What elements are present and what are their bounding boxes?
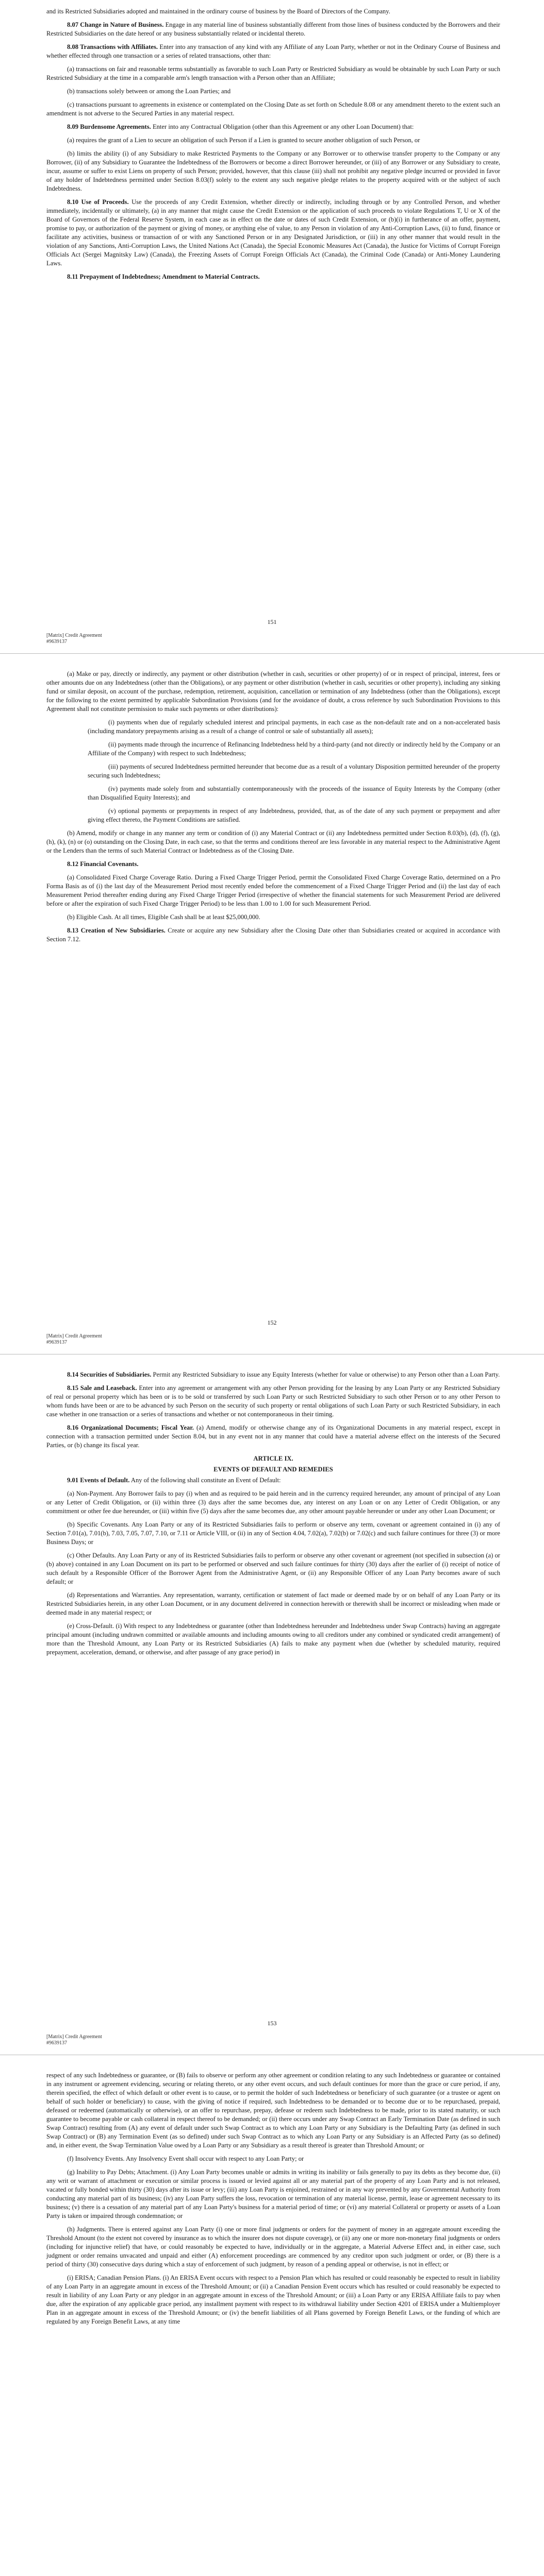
section-8-16 (46, 1423, 500, 1450)
section-heading: 8.09 Burdensome Agreements. (67, 123, 151, 130)
section-8-08 (46, 43, 500, 60)
clause-d: (d) Representations and Warranties. Any representation, warranty, certification or statement of fact made or deemed made by or on behalf of any Loan Party or its Restricted Subsidiaries herein, in any other Loan Document, or in any document delivered in connection herewith or therewith shall be incorrect or misleading when made or deemed made in any material respect; or (46, 1591, 500, 1616)
clause-a: (a) Make or pay, directly or indirectly, any payment or other distribution (whether in cash, securities or other property) of or in respect of principal, interest, fees or other amounts due on any Indebtedness (other than the Obligations), or any payment or other distribution (whether in cash, securities or other property), including any sinking fund or similar deposit, on account of the purchase, redemption, retirement, acquisition, cancellation or termination of any Indebtedness (other than the Obligations), except for the following to the extent permitted by applicable Subordination Provisions (and for the avoidance of doubt, a cross reference by such Subordination Provisions to this Agreement shall not constitute permission to make such payments or other distributions): (46, 670, 500, 713)
section-heading: 8.16 Organizational Documents; Fiscal Year. (67, 1424, 194, 1431)
footer-title: [Matrix] Credit Agreement (46, 633, 102, 638)
section-heading: 8.10 Use of Proceeds. (67, 198, 129, 206)
page-footer (46, 2034, 102, 2046)
section-8-14 (46, 1370, 500, 1379)
page-2 (46, 670, 500, 948)
footer-doc-id: #9639137 (46, 639, 67, 645)
clause-b: (b) Specific Covenants. Any Loan Party or any of its Restricted Subsidiaries fails to perform or observe any term, covenant or agreement contained in (i) any of Section 7.01(a), 7.01(b), 7.03, 7.05, 7.07, 7.10, or 7.11 or Article VIII, or (ii) in any of Section 4.04, 7.02(a), 7.02(b) or 7.02(c) and such failure continues for three (3) or more Business Days; or (46, 1521, 500, 1546)
section-text: Use the proceeds of any Credit Extension, whether directly or indirectly, including through or by any Controlled Person, and whether immediately, incidentally or ultimately, (a) in any manner that might cause the Credit Extension or the application of such proceeds to violate Regulations T, U or X of the Board of Governors of the Federal Reserve System, in each case as in effect on the date or dates of such Credit Extension, or (b)(i) in furtherance of an offer, payment, promise to pay, or authorization of the payment or giving of money, or anything else of value, to any Person in violation of any Anti-Corruption Laws, (ii) to fund, finance or facilitate any activities, business or transaction of or with any Sanctioned Person or in any Designated Jurisdiction, or (iii) in any other manner that would result in the violation of any Sanctions, Anti-Corruption Laws, the United Nations Act (Canada), the Special Economic Measures Act (Canada), the Justice for Victims of Corrupt Foreign Officials Act (Sergei Magnitsky Law) (Canada), the Freezing Assets of Corrupt Foreign Officials Act (Canada), the Criminal Code (Canada) or Anti-Money Laundering Laws. (46, 198, 500, 267)
clause-i: (i) payments when due of regularly scheduled interest and principal payments, in each case as the non-default rate and on a non-accelerated basis (including mandatory prepayments arising as a result of a change of control or sale of substantially all assets); (88, 719, 500, 735)
clause-a: (a) Non-Payment. Any Borrower fails to pay (i) when and as required to be paid herein and in the currency required hereunder, any amount of principal of any Loan or any Letter of Credit Obligation, or (ii) within three (3) days after the same becomes due, any interest on any Loan or on any Letter of Credit Obligation, or any commitment or other fee due hereunder, or (iii) within five (5) days after the same becomes due, any other amount payable hereunder or under any other Loan Document; or (46, 1490, 500, 1515)
clause-e: (e) Cross-Default. (i) With respect to any Indebtedness or guarantee (other than Indebtedness hereunder and Indebtedness under Swap Contracts) having an aggregate principal amount (including undrawn committed or available amounts and including amounts owing to all creditors under any combined or syndicated credit arrangement) of more than the Threshold Amount, any Loan Party or its Restricted Subsidiaries (A) fails to make any payment when due (whether by scheduled maturity, required prepayment, acceleration, demand, or otherwise, and after passage of any grace period) in (46, 1622, 500, 1656)
section-heading: 8.13 Creation of New Subsidiaries. (67, 927, 166, 934)
section-text: Any of the following shall constitute an Event of Default: (130, 1477, 281, 1484)
section-8-07 (46, 21, 500, 38)
clause-a: (a) requires the grant of a Lien to secure an obligation of such Person if a Lien is granted to secure another obligation of such Person, or (67, 137, 420, 144)
section-8-12 (46, 860, 500, 869)
section-8-15 (46, 1384, 500, 1419)
section-text: (a) Amend, modify or otherwise change any of its Organizational Documents in any material respect, except in connection with a transaction permitted under Section 8.04, but in any event not in any manner that could have a material adverse effect on the interests of the Secured Parties, or (b) change its fiscal year. (46, 1424, 501, 1449)
article-number: ARTICLE IX. (253, 1455, 293, 1462)
paragraph: and its Restricted Subsidiaries adopted and maintained in the ordinary course of business by the Board of Directors of the Company. (46, 8, 390, 15)
clause-b: (b) transactions solely between or among the Loan Parties; and (67, 88, 231, 95)
footer-title: [Matrix] Credit Agreement (46, 1333, 102, 1339)
section-text: Create or acquire any new Subsidiary after the Closing Date other than Subsidiaries created or acquired in accordance with Section 7.12. (46, 927, 500, 943)
clause-b: (b) limits the ability (i) of any Subsidiary to make Restricted Payments to the Company or any Borrower or to otherwise transfer property to the Company or any Borrower, (ii) of any Subsidiary to Guarantee the Indebtedness of the Borrowers or become a direct Borrower hereunder, or (iii) of any Borrower or any Subsidiary to create, incur, assume or suffer to exist Liens on property of such Person; provided, however, that this clause (iii) shall not prohibit any negative pledge incurred or provided in favor of any holder of Indebtedness permitted under Section 8.03(f) solely to the extent any such negative pledge relates to the property acquired with or the subject of such Indebtedness. (46, 150, 500, 192)
section-heading: 8.15 Sale and Leaseback. (67, 1384, 137, 1392)
clause-iv: (iv) payments made solely from and substantially contemporaneously with the proceeds of the issuance of Equity Interests by the Company (other than Disqualified Equity Interests); and (88, 785, 500, 801)
page-number: 151 (267, 618, 277, 625)
clause-i: (i) ERISA; Canadian Pension Plans. (i) An ERISA Event occurs with respect to a Pension Plan which has resulted or could reasonably be expected to result in liability of any Loan Party in an aggregate amount in excess of the Threshold Amount; or (ii) a Canadian Pension Event occurs which has resulted or could reasonably be expected to result in liability of any Loan Party or any pledgor in an aggregate amount in excess of the Threshold Amount; or (iii) a Loan Party or any ERISA Affiliate fails to pay when due, after the expiration of any applicable grace period, any installment payment with respect to its withdrawal liability under Section 4201 of ERISA under a Multiemployer Plan in an aggregate amount in excess of the Threshold Amount; or (iv) the benefit liabilities of all Plans governed by Foreign Benefit Laws, or the funding of which are regulated by any Foreign Benefit Laws, at any time (46, 2274, 500, 2325)
clause-ii: (ii) payments made through the incurrence of Refinancing Indebtedness held by a third-party (and not directly or indirectly held by the Company or an Affiliate of the Company) with respect to such Indebtedness; (88, 741, 500, 757)
clause-c: (c) Other Defaults. Any Loan Party or any of its Restricted Subsidiaries fails to perform or observe any other covenant or agreement (not specified in subsection (a) or (b) above) contained in any Loan Document on its part to be performed or observed and such failure continues for thirty (30) days after the earlier of (i) receipt of notice of such default by a Responsible Officer of the Borrower Agent from the Administrative Agent, or (ii) any Responsible Officer of any Loan Party becomes aware of such default; or (46, 1552, 500, 1585)
page-4 (46, 2071, 500, 2331)
section-8-13 (46, 926, 500, 944)
clause-a: (a) transactions on fair and reasonable terms substantially as favorable to such Loan Party or Restricted Subsidiary as would be obtainable by such Loan Party or such Restricted Subsidiary at the time in a comparable arm's length transaction with a Person other than an Affiliate; (46, 65, 500, 81)
footer-title: [Matrix] Credit Agreement (46, 2034, 102, 2040)
section-text: Permit any Restricted Subsidiary to issue any Equity Interests (whether for value or otherwise) to any Person other than a Loan Party. (153, 1371, 500, 1378)
clause-v: (v) optional payments or prepayments in respect of any Indebtedness, provided, that, as of the date of any such payment or prepayment and after giving effect thereto, the Payment Conditions are satisfied. (88, 807, 500, 823)
clause-g: (g) Inability to Pay Debts; Attachment. (i) Any Loan Party becomes unable or admits in writing its inability or fails generally to pay its debts as they become due, (ii) any writ or warrant of attachment or execution or similar process is issued or levied against all or any material part of the property of any Loan Party and is not released, vacated or fully bonded within thirty (30) days after its issue or levy; (iii) any Loan Party is enjoined, restrained or in any way prevented by any Governmental Authority from conducting any material part of its business; (iv) any Loan Party suffers the loss, revocation or termination of any material license, permit, lease or agreement necessary to its business; (v) there is a cessation of any material part of any Loan Party's business for a material period of time; or (vi) any material Collateral or property or assets of a Loan Party is taken or impaired through condemnation; or (46, 2168, 500, 2219)
page-divider (0, 653, 544, 654)
clause-b: (b) Amend, modify or change in any manner any term or condition of (i) any Material Contract or (ii) any Indebtedness permitted under Section 8.03(b), (d), (f), (g), (h), (k), (n) or (o) outstanding on the Closing Date, in each case, so that the terms and conditions thereof are less favorable in any material respect to the Administrative Agent or the Lenders than the terms of such Material Contract or Indebtedness as of the Closing Date. (46, 829, 500, 854)
section-heading: 9.01 Events of Default. (67, 1477, 130, 1484)
section-8-11 (46, 273, 500, 281)
section-8-10 (46, 198, 500, 268)
page-footer (46, 1333, 102, 1346)
page-footer (46, 633, 102, 645)
clause-f: (f) Insolvency Events. Any Insolvency Event shall occur with respect to any Loan Party; or (67, 2155, 304, 2162)
section-heading: 8.08 Transactions with Affiliates. (67, 43, 158, 50)
page-1 (46, 7, 500, 286)
section-text: Enter into any transaction of any kind with any Affiliate of any Loan Party, whether or not in the Ordinary Course of Business and whether effected through one transaction or a series of related transactions, other than: (46, 43, 501, 59)
section-heading: 8.14 Securities of Subsidiaries. (67, 1371, 152, 1378)
clause-c: (c) transactions pursuant to agreements in existence or contemplated on the Closing Date as set forth on Schedule 8.08 or any amendment thereto to the extent such an amendment is not adverse to the Secured Parties in any material respect. (46, 101, 500, 117)
page-3 (46, 1370, 500, 1662)
clause-a: (a) Consolidated Fixed Charge Coverage Ratio. During a Fixed Charge Trigger Period, permit the Consolidated Fixed Charge Coverage Ratio, determined on a Pro Forma Basis as of (i) the last day of the Measurement Period most recently ended before the commencement of a Fixed Charge Trigger Period and (ii) the last day of each Measurement Period thereafter ending during any Fixed Charge Trigger Period (irrespective of whether the financial statements for such Measurement Period are delivered before or after the expiration of such Fixed Charge Trigger Period) to be less than 1.00 to 1.00 for such Measurement Period. (46, 874, 500, 907)
clause-e-continued: respect of any such Indebtedness or guarantee, or (B) fails to observe or perform any other agreement or condition relating to any such Indebtedness or guarantee or contained in any instrument or agreement evidencing, securing or relating thereto, or any other event occurs, and such default continues for more than the grace or cure period, if any, therein specified, the effect of which default or other event is to cause, or to permit the holder of such Indebtedness or beneficiary of such guarantee (or a trustee or agent on behalf of such holder or beneficiary) to cause, with the giving of notice if required, such Indebtedness to be demanded or to become due or to be repurchased, prepaid, defeased or redeemed (automatically or otherwise), or an offer to repurchase, prepay, defease or redeem such Indebtedness to be made, prior to its stated maturity, or such guarantee to become payable or cash collateral in respect thereof to be demanded; or (ii) there occurs under any Swap Contract an Early Termination Date (as defined in such Swap Contract) resulting from (A) any event of default under such Swap Contract as to which any Loan Party or any Subsidiary is the Defaulting Party (as defined in such Swap Contract) or (B) any Termination Event (as so defined) under such Swap Contract as to which any Loan Party or any Subsidiary is an Affected Party (as so defined) and, in either event, the Swap Termination Value owed by a Loan Party or any Subsidiary as a result thereof is greater than Threshold Amount; or (46, 2072, 500, 2149)
section-text: Engage in any material line of business substantially different from those lines of business conducted by the Borrowers and their Restricted Subsidiaries on the date hereof or any business substantially related or incidental thereto. (46, 21, 501, 37)
section-heading: 8.12 Financial Covenants. (67, 860, 139, 868)
footer-doc-id: #9639137 (46, 2040, 67, 2046)
section-text: Enter into any agreement or arrangement with any other Person providing for the leasing by any Loan Party or any Restricted Subsidiary of real or personal property which has been or is to be sold or transferred by such Loan Party or such Restricted Subsidiary to such other Person or to any other Person to whom funds have been or are to be advanced by such Person on the security of such property or rental obligations of such Loan Party or such Restricted Subsidiary, in each case whether in one transaction or a series of transactions and whether or not contemporaneous in their timing. (46, 1384, 500, 1418)
section-8-09 (46, 123, 500, 131)
section-heading: 8.11 Prepayment of Indebtedness; Amendment to Material Contracts. (67, 273, 260, 280)
page-number: 153 (267, 2020, 277, 2027)
clause-iii: (iii) payments of secured Indebtedness permitted hereunder that become due as a result of a voluntary Disposition permitted hereunder of the property securing such Indebtedness; (88, 763, 500, 779)
footer-doc-id: #9639137 (46, 1340, 67, 1345)
clause-b: (b) Eligible Cash. At all times, Eligible Cash shall be at least $25,000,000. (67, 913, 260, 921)
article-title: EVENTS OF DEFAULT AND REMEDIES (213, 1466, 333, 1473)
page-number: 152 (267, 1319, 277, 1326)
section-9-01 (46, 1476, 500, 1485)
section-text: Enter into any Contractual Obligation (other than this Agreement or any other Loan Document) that: (152, 123, 414, 130)
clause-h: (h) Judgments. There is entered against any Loan Party (i) one or more final judgments or orders for the payment of money in an aggregate amount exceeding the Threshold Amount (to the extent not covered by insurance as to which the insurer does not dispute coverage), or (ii) any one or more non-monetary final judgments or orders (including for injunctive relief) that have, or could reasonably be expected to have, individually or in the aggregate, a Material Adverse Effect and, in either case, such judgment or order remains unvacated and unpaid and either (A) enforcement proceedings are commenced by any creditor upon such judgment or order, or (B) there is a period of thirty (30) consecutive days during which a stay of enforcement of such judgment, by reason of a pending appeal or otherwise, is not in effect; or (46, 2226, 500, 2268)
section-heading: 8.07 Change in Nature of Business. (67, 21, 164, 28)
